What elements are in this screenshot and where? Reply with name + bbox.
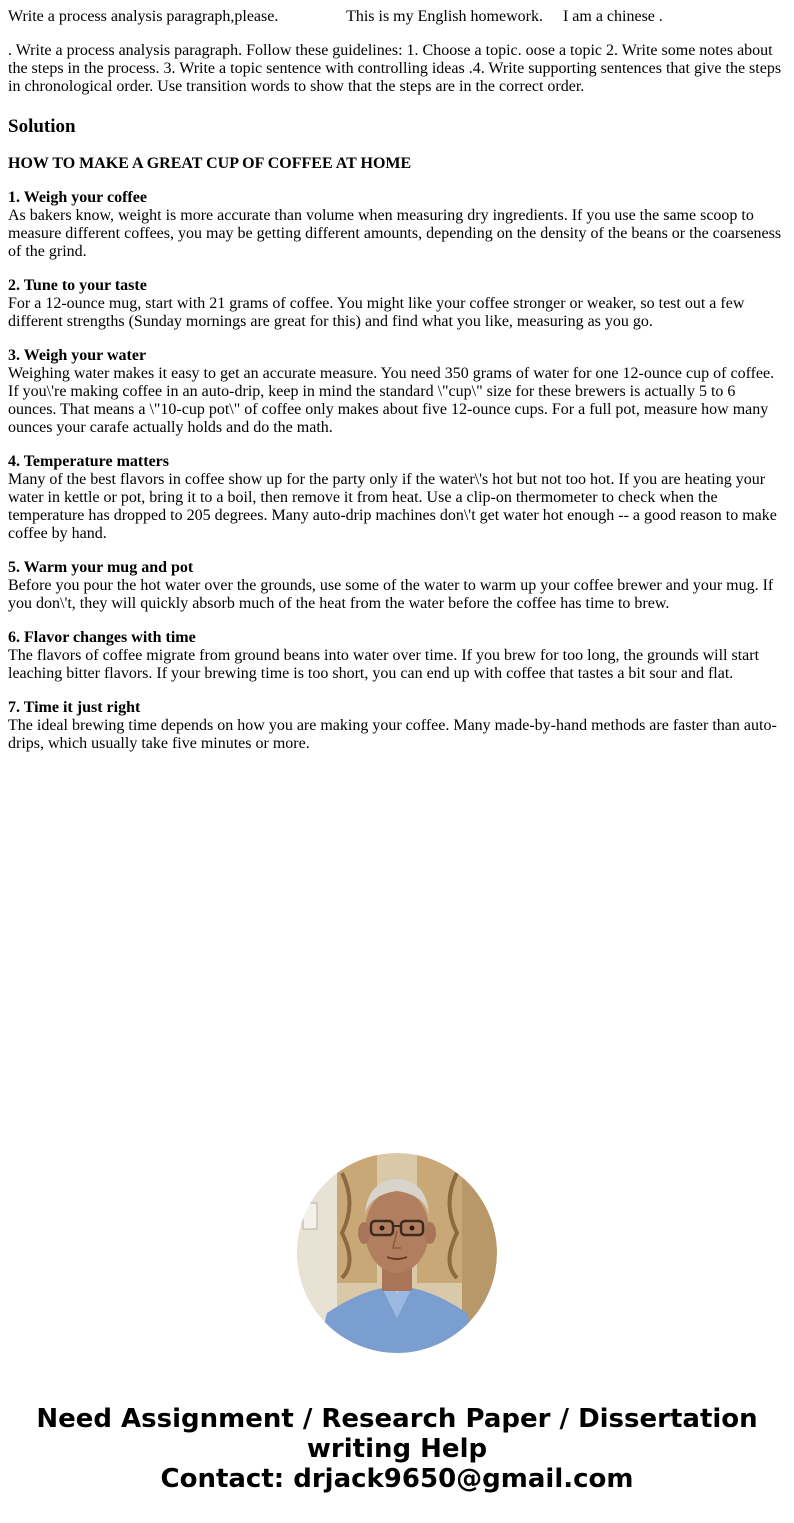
step-heading: 5. Warm your mug and pot bbox=[8, 559, 194, 576]
step-text: The flavors of coffee migrate from ground beans into water over time. If you brew for too long, the grounds will start leaching bitter flavors. If your brewing time is too short, you can end up with coffee that tastes a bit sour and flat. bbox=[8, 647, 760, 682]
portrait-photo bbox=[297, 1153, 497, 1353]
step-heading: 6. Flavor changes with time bbox=[8, 629, 196, 646]
question-body: . Write a process analysis paragraph. Follow these guidelines: 1. Choose a topic. oose a topic 2. Write some notes about the steps in the process. 3. Write a topic sentence with controlling ideas .4. Write supporting sentences that give the steps in chronological order. Use transition words to show that the steps are in the correct order. bbox=[8, 42, 782, 95]
step-heading: 4. Temperature matters bbox=[8, 453, 169, 470]
step-text: For a 12-ounce mug, start with 21 grams of coffee. You might like your coffee stronger or weaker, so test out a few different strengths (Sunday mornings are great for this) and find what you like, measuring as you go. bbox=[8, 295, 745, 330]
avatar bbox=[297, 1153, 497, 1353]
step-text: The ideal brewing time depends on how you are making your coffee. Many made-by-hand methods are faster than auto-drips, which usually take five minutes or more. bbox=[8, 717, 777, 752]
solution-heading: Solution bbox=[8, 116, 76, 137]
help-footer bbox=[0, 1404, 794, 1494]
essay-title: HOW TO MAKE A GREAT CUP OF COFFEE AT HOME bbox=[8, 155, 412, 172]
step-5 bbox=[8, 559, 786, 613]
step-1 bbox=[8, 189, 786, 261]
step-3 bbox=[8, 347, 786, 437]
step-heading: 7. Time it just right bbox=[8, 699, 141, 716]
step-heading: 1. Weigh your coffee bbox=[8, 189, 147, 206]
step-text: As bakers know, weight is more accurate than volume when measuring dry ingredients. If you use the same scoop to measure different coffees, you may be getting different amounts, depending on the density of the beans or the coarseness of the grind. bbox=[8, 207, 782, 260]
step-4 bbox=[8, 453, 786, 543]
step-heading: 3. Weigh your water bbox=[8, 347, 147, 364]
footer-line-2: writing Help bbox=[306, 1434, 488, 1464]
step-text: Many of the best flavors in coffee show up for the party only if the water\'s hot but not too hot. If you are heating your water in kettle or pot, bring it to a boil, then remove it from heat. Use a clip-on thermometer to check when the temperature has dropped to 205 degrees. Many auto-drip machines don\'t get water hot enough -- a good reason to make coffee by hand. bbox=[8, 471, 777, 542]
step-heading: 2. Tune to your taste bbox=[8, 277, 147, 294]
step-7 bbox=[8, 699, 786, 753]
footer-contact: Contact: drjack9650@gmail.com bbox=[160, 1464, 634, 1494]
step-text: Before you pour the hot water over the grounds, use some of the water to warm up your coffee brewer and your mug. If you don\'t, they will quickly absorb much of the heat from the water before the coffee has time to brew. bbox=[8, 577, 774, 612]
footer-line-1: Need Assignment / Research Paper / Dissertation bbox=[36, 1404, 758, 1434]
step-6 bbox=[8, 629, 786, 683]
step-text: Weighing water makes it easy to get an accurate measure. You need 350 grams of water for one 12-ounce cup of coffee. If you\'re making coffee in an auto-drip, keep in mind the standard \"cup\" size for these brewers is actually 5 to 6 ounces. That means a \"10-cup pot\" of coffee only makes about five 12-ounce cups. For a full pot, measure how many ounces your carafe actually holds and do the math. bbox=[8, 365, 775, 436]
question-title: Write a process analysis paragraph,please. This is my English homework. I am a chinese . bbox=[8, 8, 663, 25]
step-2 bbox=[8, 277, 786, 331]
document-content bbox=[8, 8, 786, 753]
